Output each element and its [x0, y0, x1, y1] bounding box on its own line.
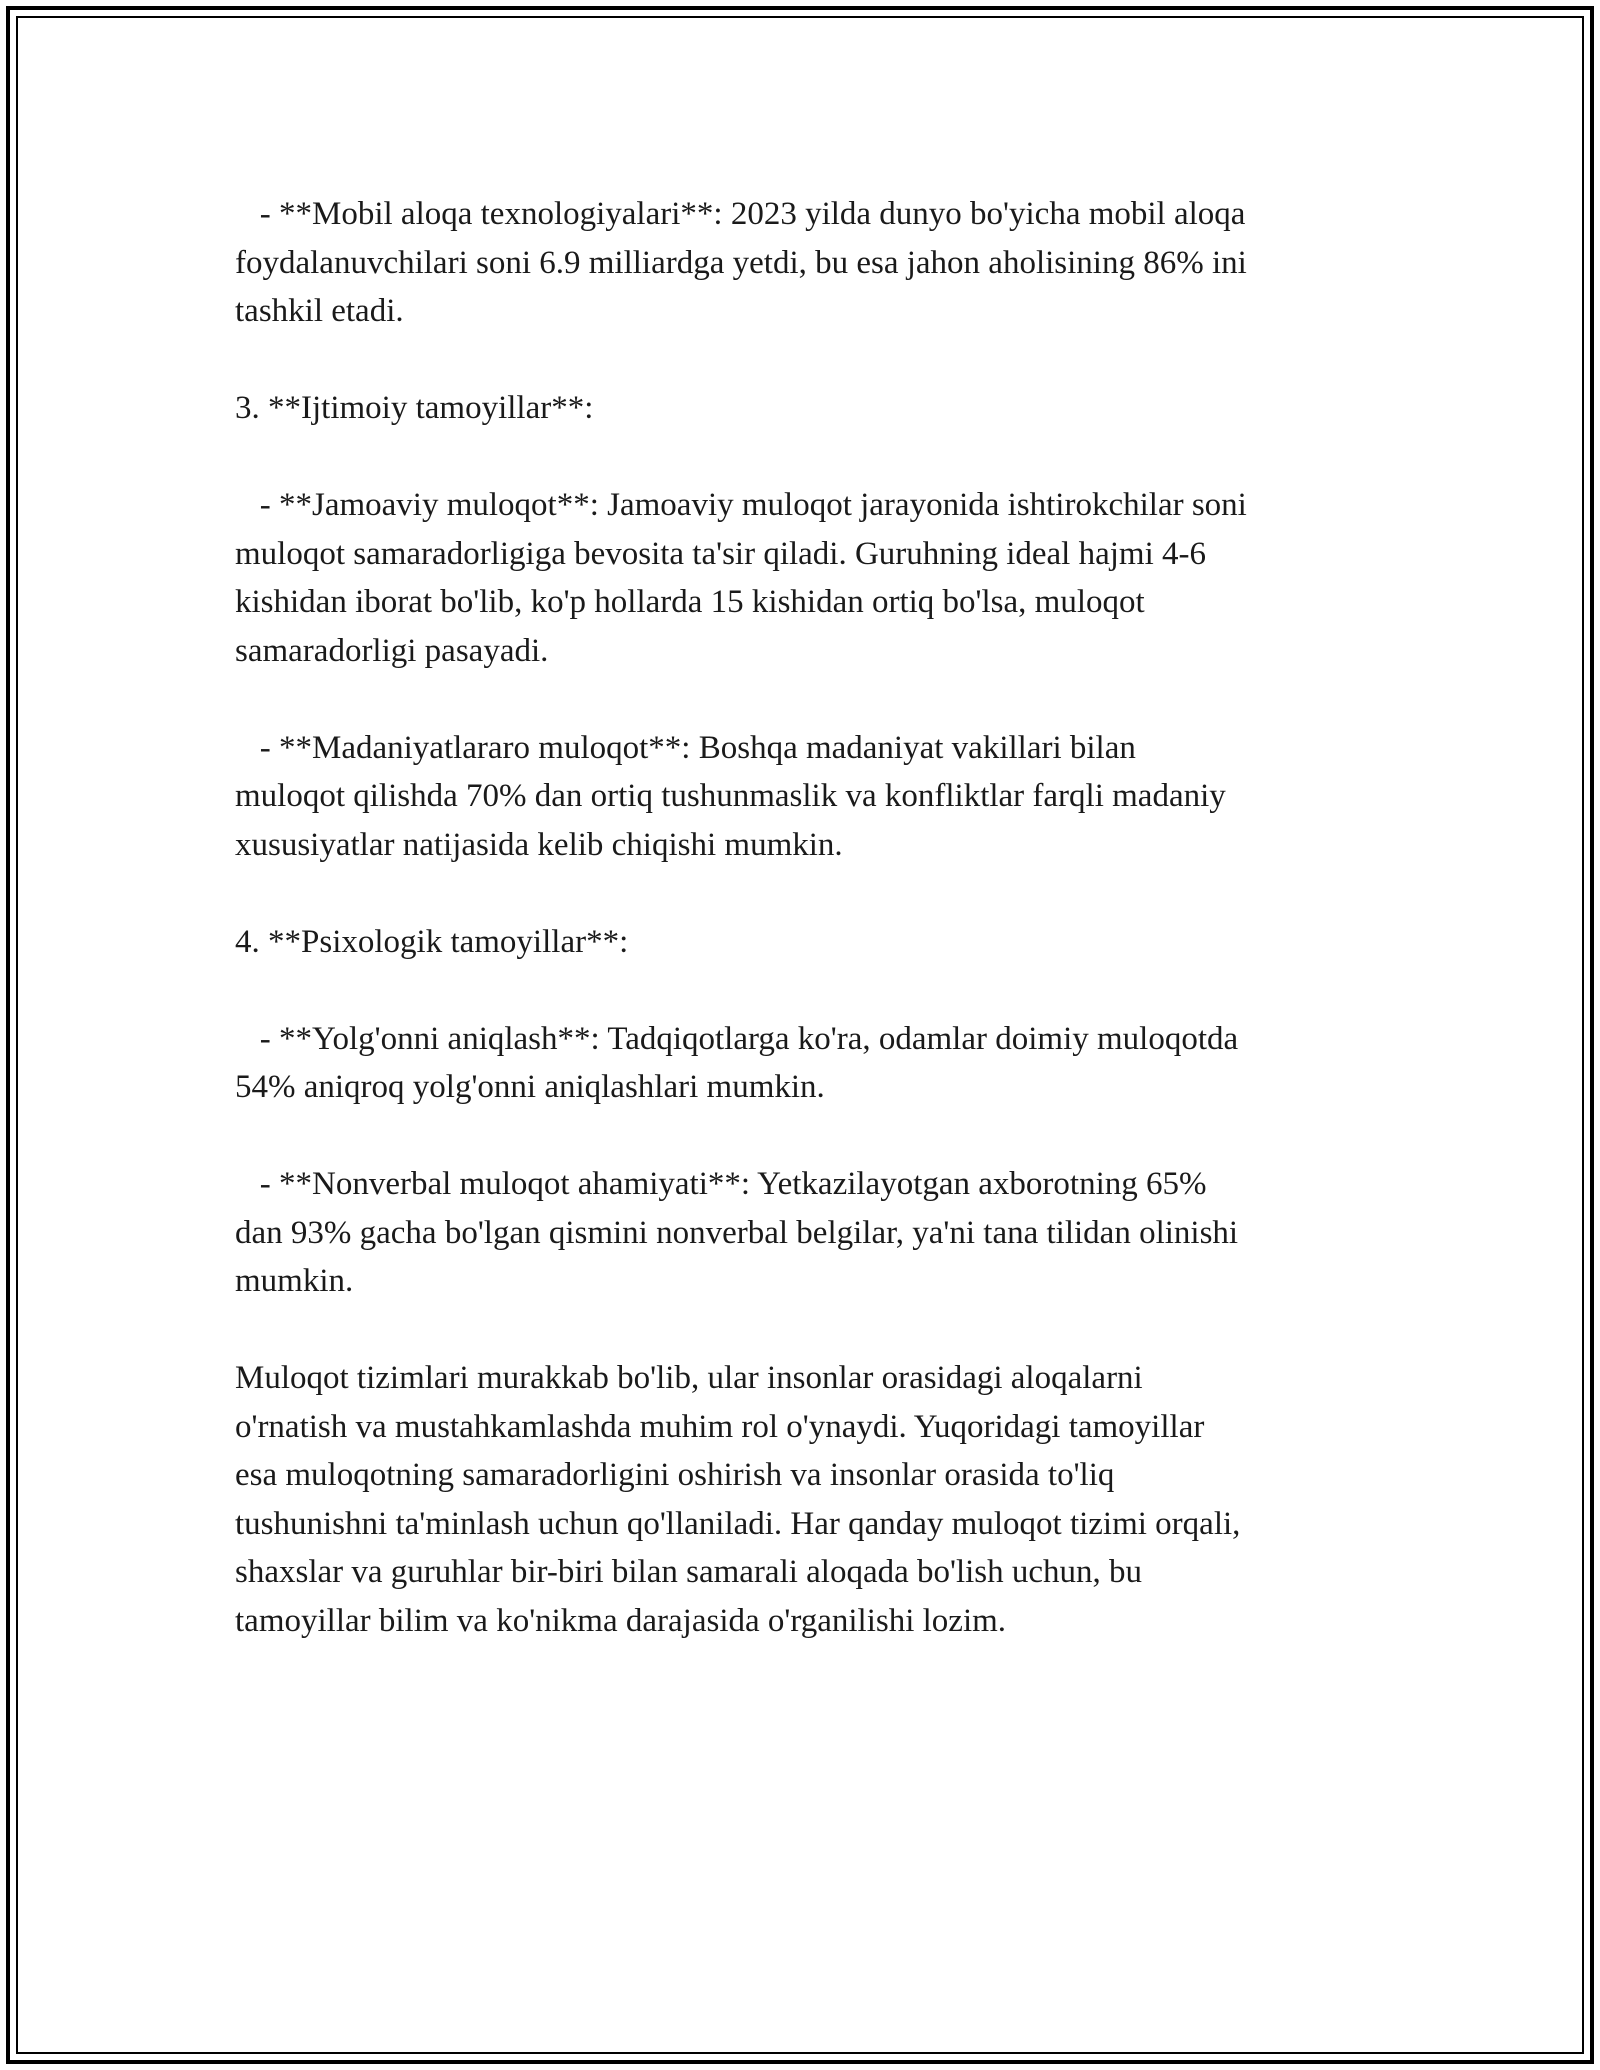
paragraph-nonverbal: [235, 1160, 1385, 1306]
text-line: - **Yolg'onni aniqlash**: Tadqiqotlarga ko'ra, odamlar doimiy muloqotda: [235, 1020, 1239, 1057]
text-line: o'rnatish va mustahkamlashda muhim rol o'ynaydi. Yuqoridagi tamoyillar: [235, 1408, 1205, 1445]
text-line: samaradorligi pasayadi.: [235, 632, 549, 669]
text-line: shaxslar va guruhlar bir-biri bilan samarali aloqada bo'lish uchun, bu: [235, 1554, 1143, 1590]
text-line: 4. **Psixologik tamoyillar**:: [235, 923, 629, 960]
text-line: - **Madaniyatlararo muloqot**: Boshqa madaniyat vakillari bilan: [235, 729, 1136, 766]
paragraph-group-communication: [235, 481, 1385, 675]
document-body: [235, 190, 1385, 1645]
text-line: 54% aniqroq yolg'onni aniqlashlari mumkin.: [235, 1069, 825, 1105]
paragraph-lie-detection: [235, 1015, 1385, 1112]
paragraph-intercultural: [235, 724, 1385, 870]
text-line: mumkin.: [235, 1263, 354, 1299]
text-line: - **Mobil aloqa texnologiyalari**: 2023 yilda dunyo bo'yicha mobil aloqa: [235, 196, 1246, 232]
text-line: tushunishni ta'minlash uchun qo'llaniladi. Har qanday muloqot tizimi orqali,: [235, 1505, 1241, 1542]
text-line: 3. **Ijtimoiy tamoyillar**:: [235, 390, 594, 426]
heading-social-principles: [235, 384, 1385, 433]
heading-psychological-principles: [235, 918, 1385, 967]
text-line: tamoyillar bilim va ko'nikma darajasida o'rganilishi lozim.: [235, 1602, 1007, 1639]
text-line: Muloqot tizimlari murakkab bo'lib, ular insonlar orasidagi aloqalarni: [235, 1360, 1143, 1396]
text-line: - **Jamoaviy muloqot**: Jamoaviy muloqot jarayonida ishtirokchilar soni: [235, 487, 1247, 523]
text-line: - **Nonverbal muloqot ahamiyati**: Yetkazilayotgan axborotning 65%: [235, 1166, 1207, 1202]
text-line: muloqot qilishda 70% dan ortiq tushunmaslik va konfliktlar farqli madaniy: [235, 778, 1226, 814]
text-line: kishidan iborat bo'lib, ko'p hollarda 15 kishidan ortiq bo'lsa, muloqot: [235, 584, 1145, 620]
text-line: muloqot samaradorligiga bevosita ta'sir qiladi. Guruhning ideal hajmi 4-6: [235, 535, 1206, 572]
text-line: xususiyatlar natijasida kelib chiqishi mumkin.: [235, 826, 843, 863]
paragraph-mobile-tech: [235, 190, 1385, 336]
text-line: esa muloqotning samaradorligini oshirish va insonlar orasida to'liq: [235, 1457, 1115, 1493]
text-line: tashkil etadi.: [235, 293, 404, 329]
text-line: dan 93% gacha bo'lgan qismini nonverbal belgilar, ya'ni tana tilidan olinishi: [235, 1214, 1239, 1251]
paragraph-conclusion: [235, 1354, 1385, 1645]
text-line: foydalanuvchilari soni 6.9 milliardga yetdi, bu esa jahon aholisining 86% ini: [235, 244, 1247, 281]
